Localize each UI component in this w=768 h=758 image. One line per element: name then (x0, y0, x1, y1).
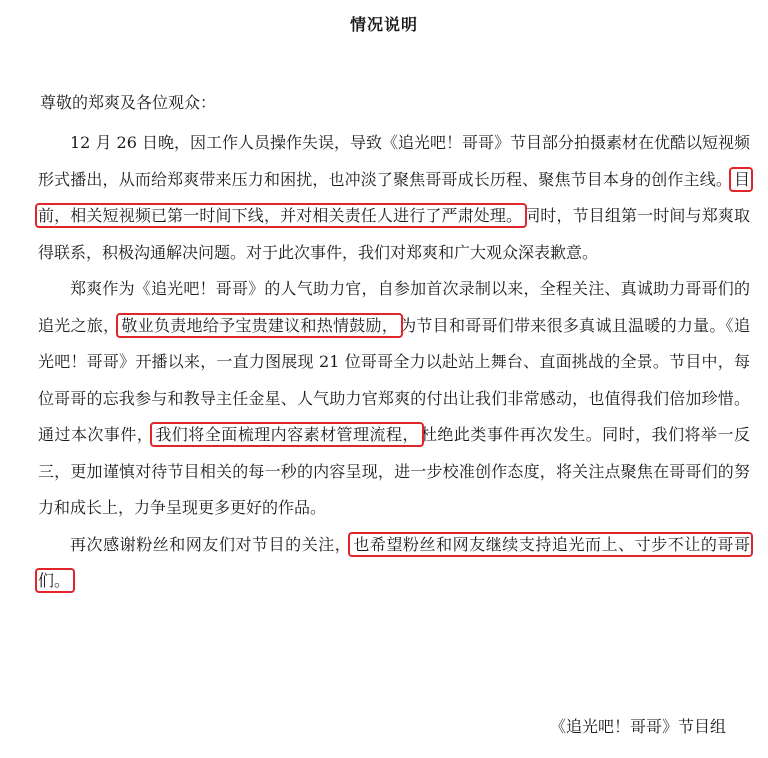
highlight-box-4: 也希望粉丝和网友继续支持追光而上、寸步不让的哥哥们。 (38, 534, 750, 590)
salutation: 尊敬的郑爽及各位观众： (40, 93, 217, 112)
highlight-box-2: 敬业负责地给予宝贵建议和热情鼓励， (121, 315, 399, 335)
paragraph-2 (38, 271, 750, 527)
paragraph-2-text-1: 郑爽作为《追光吧！哥哥》的人气助力官，自参加首次录制以来，全程关注、真诚助力哥哥们的追光之旅， (38, 279, 750, 335)
paragraph-1-text-2: 同时，节目组第一时间与郑爽取得联系，积极沟通解决问题。对于此次事件，我们对郑爽和广大观众深表歉意。 (38, 206, 750, 262)
paragraph-2-text-2: 为节目和哥哥们带来很多真诚且温暖的力量。《追光吧！哥哥》开播以来，一直力图展现 21 位哥哥全力以赴站上舞台、直面挑战的全景。节目中，每位哥哥的忘我参与和教导主任金星、人气助力官郑爽的付出让我们非常感动，也值得我们倍加珍惜。通过本次事件， (38, 315, 750, 444)
paragraph-1 (38, 125, 750, 271)
document-title: 情况说明 (349, 15, 418, 34)
paragraph-1-text-1: 12 月 26 日晚，因工作人员操作失误，导致《追光吧！哥哥》节目部分拍摄素材在优酷以短视频形式播出，从而给郑爽带来压力和困扰，也冲淡了聚焦哥哥成长历程、聚焦节目本身的创作主线。 (38, 133, 750, 189)
highlight-box-1: 目前，相关短视频已第一时间下线，并对相关责任人进行了严肃处理。 (38, 169, 750, 225)
paragraph-2-text-3: 杜绝此类事件再次发生。同时，我们将举一反三，更加谨慎对待节目相关的每一秒的内容呈现，进一步校准创作态度，将关注点聚焦在哥哥们的努力和成长上，力争呈现更多更好的作品。 (38, 425, 750, 517)
signature: 《追光吧！哥哥》节目组 (549, 717, 726, 736)
document-body (38, 125, 750, 600)
highlight-box-3: 我们将全面梳理内容素材管理流程， (155, 425, 419, 444)
paragraph-3 (38, 527, 750, 600)
paragraph-3-text-1: 再次感谢粉丝和网友们对节目的关注， (70, 534, 352, 554)
